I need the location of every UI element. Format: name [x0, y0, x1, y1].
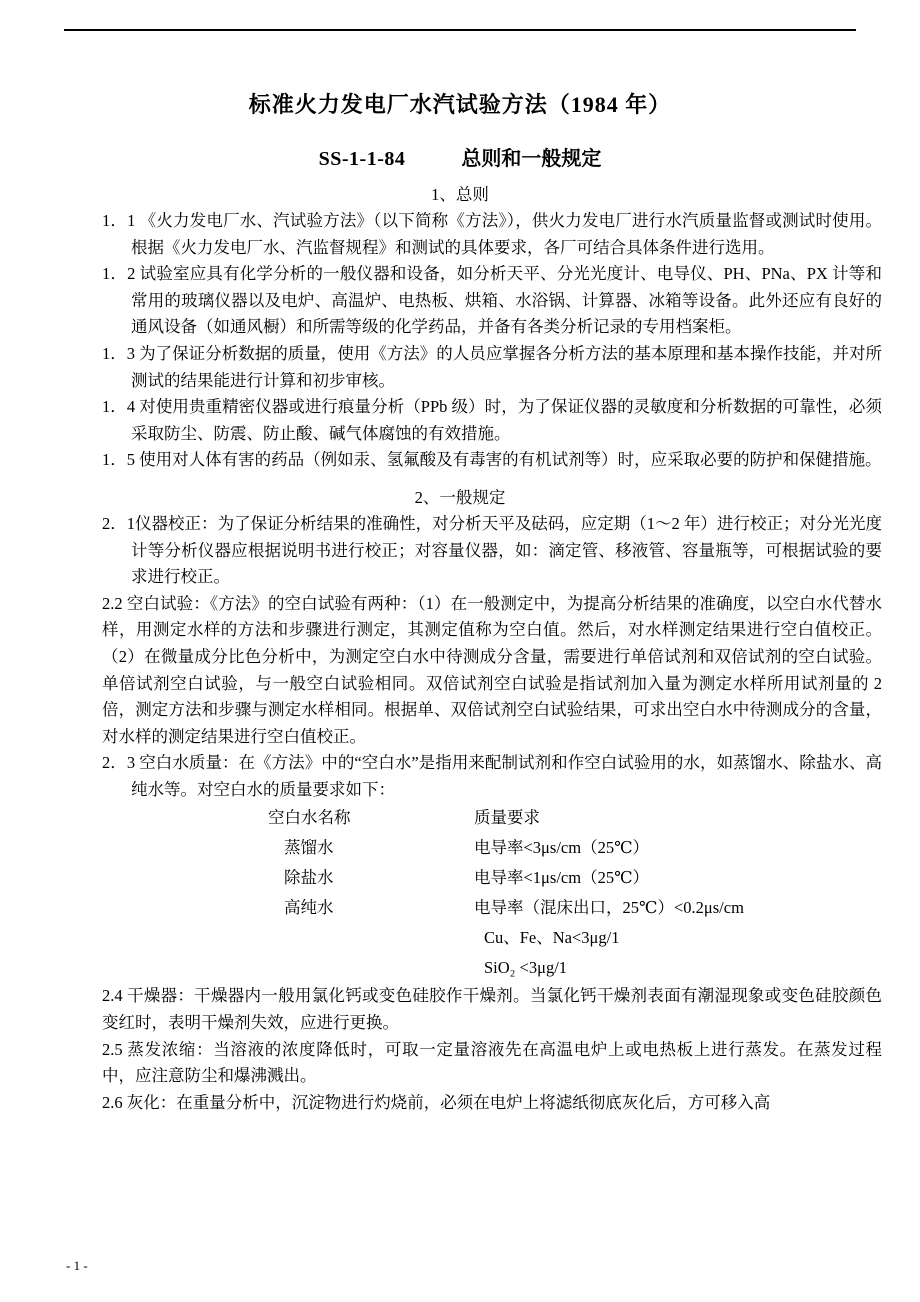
table-cell-requirement: 电导率<1μs/cm（25℃） — [474, 868, 650, 888]
blank-water-quality-table — [268, 803, 882, 983]
table-row — [268, 893, 882, 923]
standard-code: SS-1-1-84 — [318, 148, 406, 170]
table-header-row — [268, 803, 882, 833]
table-row — [268, 833, 882, 863]
table-cell-requirement: 电导率<3μs/cm（25℃） — [474, 838, 650, 858]
table-cell-water-name: 除盐水 — [284, 868, 334, 888]
table-cell-requirement: SiO₂ <3μg/1 — [484, 958, 568, 978]
paragraph-2-1: 2．1仪器校正：为了保证分析结果的准确性，对分析天平及砝码，应定期（1～2 年）进行校正；对分光光度计等分析仪器应根据说明书进行校正；对容量仪器，如：滴定管、移液管、容量瓶等，可根据试验的要求进行校正。 — [102, 513, 882, 587]
paragraph-2-4: 2.4 干燥器：干燥器内一般用氯化钙或变色硅胶作干燥剂。当氯化钙干燥剂表面有潮湿现象或变色硅胶颜色变红时，表明干燥剂失效，应进行更换。 — [102, 986, 882, 1033]
document-subtitle — [0, 142, 920, 171]
section-2-body-upper — [102, 511, 882, 804]
column-header-water-name: 空白水名称 — [268, 808, 351, 828]
section-2-heading: 2、一般规定 — [414, 487, 506, 507]
header-rule — [64, 29, 856, 31]
column-header-quality-requirement: 质量要求 — [474, 808, 540, 828]
document-title: 标准火力发电厂水汽试验方法（1984 年） — [248, 92, 672, 117]
paragraph-1-5: 1．5 使用对人体有害的药品（例如汞、氢氟酸及有毒害的有机试剂等）时，应采取必要的防护和保健措施。 — [102, 450, 882, 470]
paragraph-1-4: 1．4 对使用贵重精密仪器或进行痕量分析（PPb 级）时，为了保证仪器的灵敏度和分析数据的可靠性，必须采取防尘、防震、防止酸、碱气体腐蚀的有效措施。 — [102, 397, 882, 443]
paragraph-2-2: 2.2 空白试验：《方法》的空白试验有两种：（1）在一般测定中，为提高分析结果的准确度，以空白水代替水样，用测定水样的方法和步骤进行测定，其测定值称为空白值。然后，对水样测定结果进行空白值校正。（2）在微量成分比色分析中，为测定空白水中待测成分含量，需要进行单倍试剂和双倍试剂的空白试验。单倍试剂空白试验，与一般空白试验相同。双倍试剂空白试验是指试剂加入量为测定水样所用试剂量的 2 倍，测定方法和步骤与测定水样相同。根据单、双倍试剂空白试验结果，可求出空白水中待测成分的含量，对水样的测定结果进行空白值校正。 — [102, 593, 882, 746]
section-1-heading: 1、总则 — [431, 185, 489, 204]
section-1-body — [102, 208, 882, 474]
paragraph-1-3: 1．3 为了保证分析数据的质量，使用《方法》的人员应掌握各分析方法的基本原理和基本操作技能，并对所测试的结果能进行计算和初步审核。 — [102, 343, 882, 390]
subtitle-text: 总则和一般规定 — [461, 148, 602, 170]
table-cell-water-name — [268, 953, 474, 983]
table-cell-requirement: 电导率（混床出口，25℃）<0.2μs/cm — [474, 898, 744, 918]
paragraph-1-2: 1．2 试验室应具有化学分析的一般仪器和设备，如分析天平、分光光度计、电导仪、PH、PNa、PX 计等和常用的玻璃仪器以及电炉、高温炉、电热板、烘箱、水浴锅、计算器、冰箱等设备。此外还应有良好的通风设备（如通风橱）和所需等级的化学药品，并备有各类分析记录的专用档案柜。 — [102, 264, 882, 337]
table-cell-water-name: 高纯水 — [284, 898, 334, 918]
paragraph-2-6: 2.6 灰化：在重量分析中，沉淀物进行灼烧前，必须在电炉上将滤纸彻底灰化后，方可移入高 — [102, 1092, 771, 1112]
table-row — [268, 863, 882, 893]
paragraph-2-3: 2．3 空白水质量：在《方法》中的“空白水”是指用来配制试剂和作空白试验用的水，如蒸馏水、除盐水、高纯水等。对空白水的质量要求如下： — [102, 753, 882, 799]
table-row — [268, 923, 882, 953]
page-number: - 1 - — [66, 1258, 88, 1273]
table-cell-water-name — [268, 923, 474, 953]
table-row — [268, 953, 882, 983]
paragraph-2-5: 2.5 蒸发浓缩：当溶液的浓度降低时，可取一定量溶液先在高温电炉上或电热板上进行蒸发。在蒸发过程中，应注意防尘和爆沸溅出。 — [102, 1039, 882, 1086]
section-2-body-lower — [102, 983, 882, 1116]
table-cell-requirement: Cu、Fe、Na<3μg/1 — [484, 928, 620, 948]
table-cell-water-name: 蒸馏水 — [284, 838, 334, 858]
paragraph-1-1: 1．1 《火力发电厂水、汽试验方法》（以下简称《方法》），供火力发电厂进行水汽质量监督或测试时使用。根据《火力发电厂水、汽监督规程》和测试的具体要求，各厂可结合具体条件进行选用。 — [102, 211, 882, 257]
